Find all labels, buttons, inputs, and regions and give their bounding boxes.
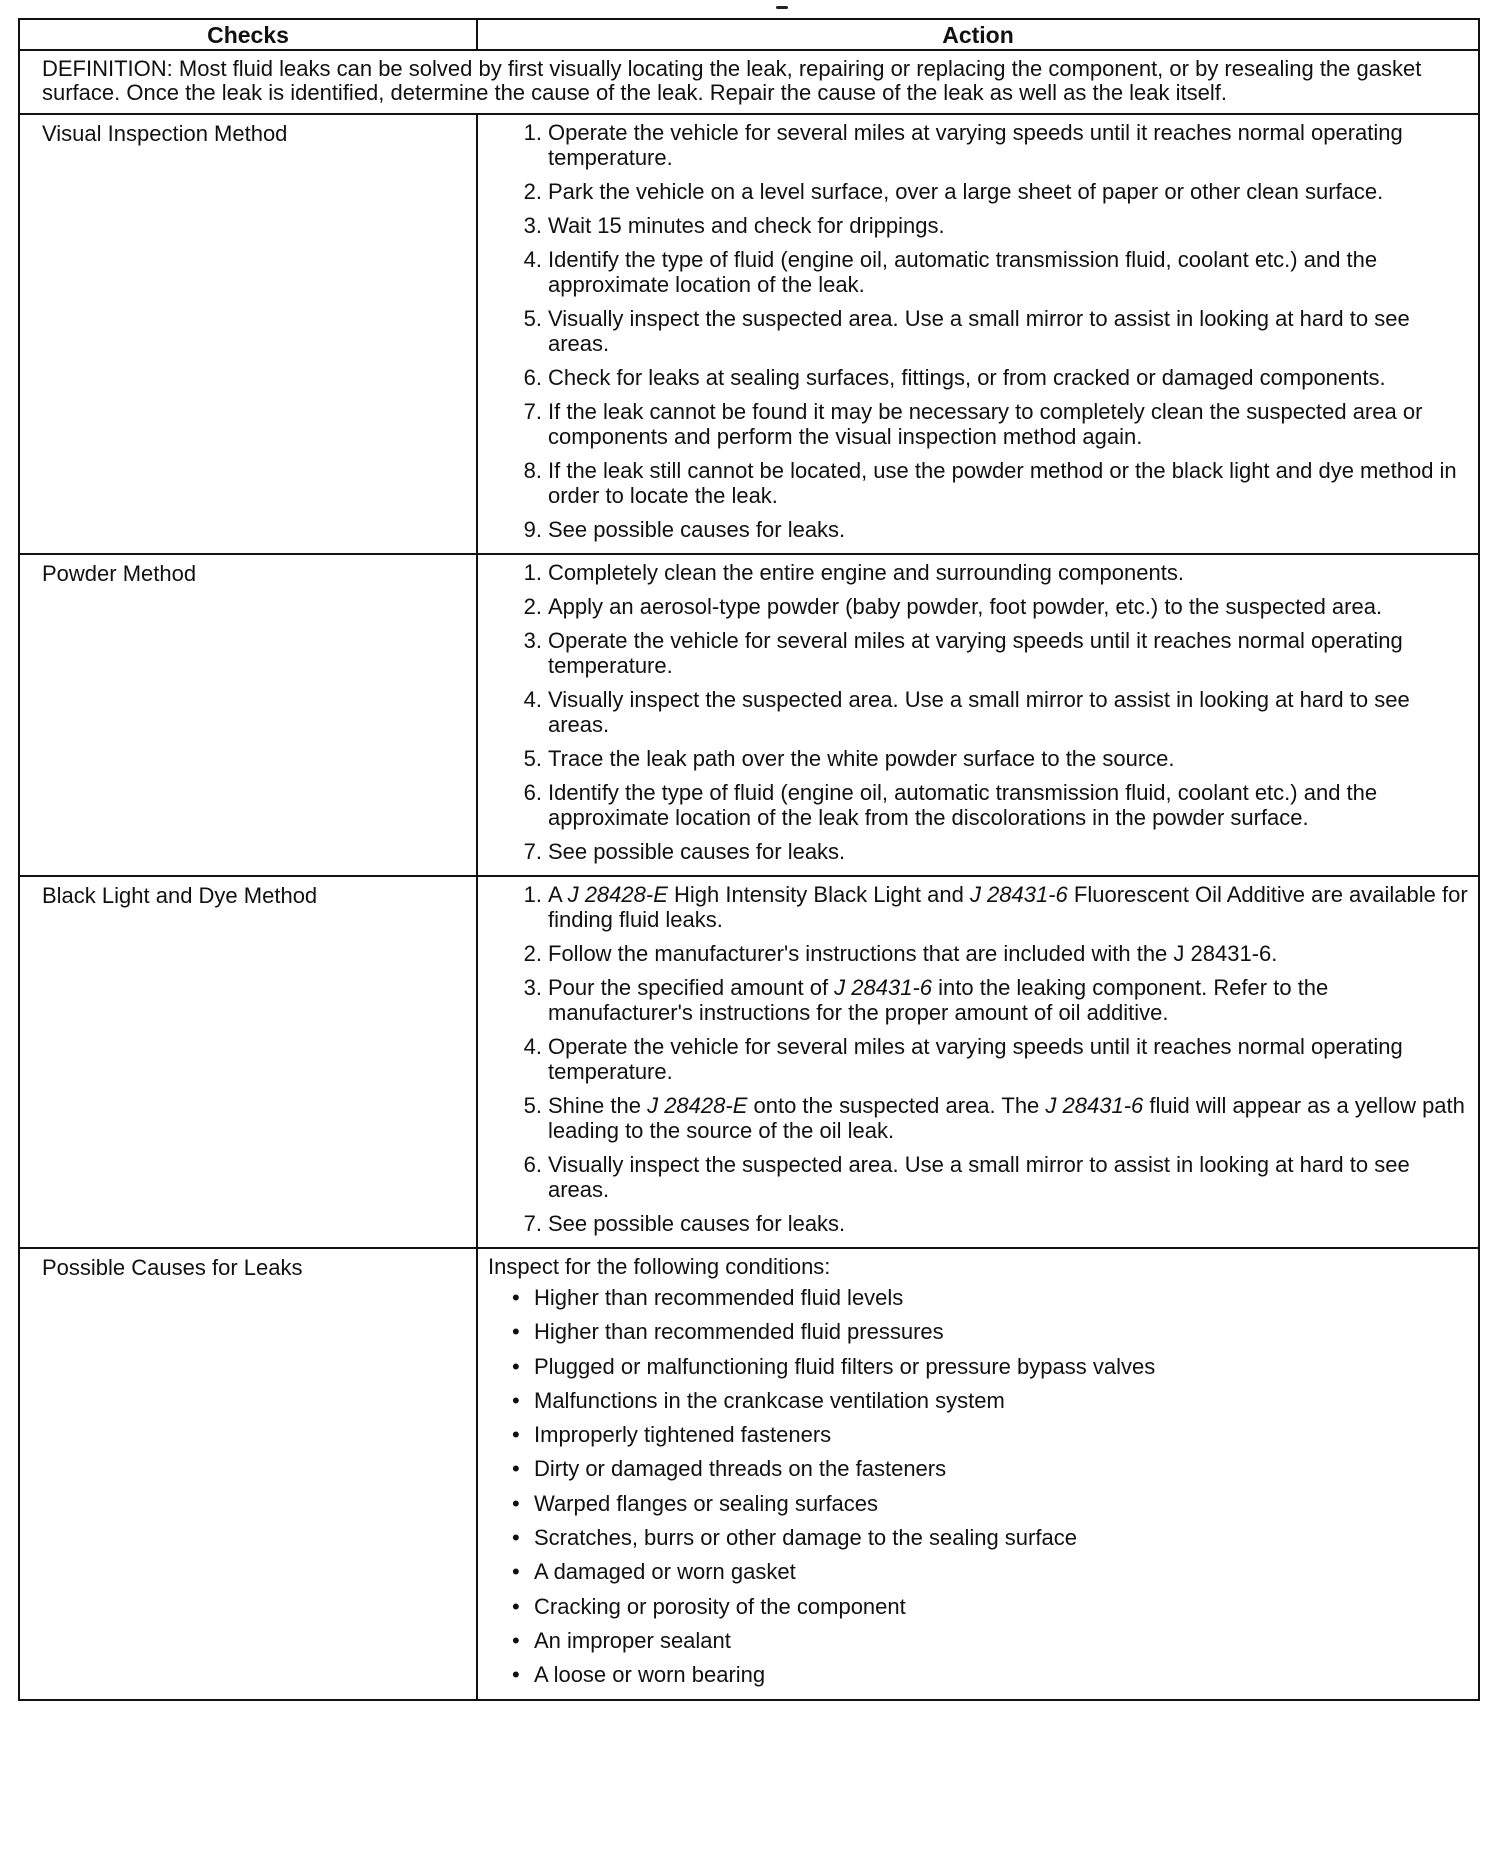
list-item: • Higher than recommended fluid pressures [506, 1319, 1468, 1344]
list-item: • A damaged or worn gasket [506, 1559, 1468, 1584]
list-item: 3. Wait 15 minutes and check for drippings. [523, 213, 945, 238]
list-item: 4. Operate the vehicle for several miles at varying speeds until it reaches normal operating temperature. [523, 1034, 1403, 1084]
list-item: 3. Operate the vehicle for several miles at varying speeds until it reaches normal operating temperature. [523, 628, 1403, 678]
list-item: • Warped flanges or sealing surfaces [506, 1491, 1468, 1516]
list-item: 1. Operate the vehicle for several miles at varying speeds until it reaches normal operating temperature. [523, 120, 1403, 170]
check-possible-causes: Possible Causes for Leaks [19, 1248, 477, 1700]
table-row [19, 554, 1479, 876]
list-item: 7. If the leak cannot be found it may be necessary to completely clean the suspected area or components and perform the visual inspection method again. [523, 399, 1423, 449]
list-item: 6. Identify the type of fluid (engine oil, automatic transmission fluid, coolant etc.) and the approximate location of the leak from the discolorations in the powder surface. [523, 780, 1378, 830]
action-cell [477, 114, 1479, 554]
list-item: • Plugged or malfunctioning fluid filters or pressure bypass valves [506, 1354, 1468, 1379]
list-item: 4. Identify the type of fluid (engine oil, automatic transmission fluid, coolant etc.) and the approximate location of the leak. [523, 247, 1378, 297]
action-column-header: Action [477, 19, 1479, 50]
list-item: 6. Check for leaks at sealing surfaces, fittings, or from cracked or damaged components. [523, 365, 1386, 390]
list-item: • Higher than recommended fluid levels [506, 1285, 1468, 1310]
definition-text: DEFINITION: Most fluid leaks can be solved by first visually locating the leak, repairing or replacing the component, or by resealing the gasket surface. Once the leak is identified, determine the cause of the leak. Repair the cause of the leak as well as the leak itself. [19, 50, 1479, 114]
action-cell [477, 1248, 1479, 1700]
list-item: 4. Visually inspect the suspected area. Use a small mirror to assist in looking at hard to see areas. [523, 687, 1410, 737]
step-list [488, 560, 1468, 864]
step-list [488, 882, 1468, 1236]
leak-diagnosis-table-page [18, 18, 1478, 1701]
list-item: 7. See possible causes for leaks. [523, 1211, 846, 1236]
list-item: 5. Trace the leak path over the white powder surface to the source. [523, 746, 1175, 771]
action-cell [477, 876, 1479, 1248]
list-item: • A loose or worn bearing [506, 1662, 1468, 1687]
list-item: • Improperly tightened fasteners [506, 1422, 1468, 1447]
leak-diagnosis-table [18, 18, 1480, 1701]
list-item: 1. Completely clean the entire engine and surrounding components. [523, 560, 1184, 585]
table-row [19, 114, 1479, 554]
list-item: 5. Visually inspect the suspected area. Use a small mirror to assist in looking at hard to see areas. [523, 306, 1410, 356]
list-item: 6. Visually inspect the suspected area. Use a small mirror to assist in looking at hard to see areas. [523, 1152, 1410, 1202]
list-item: 3. Pour the specified amount of J 28431-6 into the leaking component. Refer to the manufacturer's instructions for the proper amount of oil additive. [523, 975, 1329, 1025]
check-black-light-dye: Black Light and Dye Method [19, 876, 477, 1248]
list-item: • Scratches, burrs or other damage to the sealing surface [506, 1525, 1468, 1550]
list-item: 1. A J 28428-E High Intensity Black Light and J 28431-6 Fluorescent Oil Additive are available for finding fluid leaks. [523, 882, 1468, 932]
table-row [19, 876, 1479, 1248]
list-item: 2. Follow the manufacturer's instructions that are included with the J 28431-6. [523, 941, 1278, 966]
check-powder-method: Powder Method [19, 554, 477, 876]
list-item: 2. Park the vehicle on a level surface, over a large sheet of paper or other clean surface. [523, 179, 1384, 204]
definition-row [19, 50, 1479, 114]
table-header-row [19, 19, 1479, 50]
scan-mark [776, 6, 788, 9]
list-item: 5. Shine the J 28428-E onto the suspected area. The J 28431-6 fluid will appear as a yellow path leading to the source of the oil leak. [523, 1093, 1465, 1143]
checks-column-header: Checks [19, 19, 477, 50]
step-list [488, 120, 1468, 542]
list-item: • Dirty or damaged threads on the fasteners [506, 1456, 1468, 1481]
causes-list [488, 1285, 1468, 1687]
list-item: 7. See possible causes for leaks. [523, 839, 846, 864]
causes-intro: Inspect for the following conditions: [488, 1254, 831, 1279]
action-cell [477, 554, 1479, 876]
list-item: • Malfunctions in the crankcase ventilation system [506, 1388, 1468, 1413]
list-item: 8. If the leak still cannot be located, use the powder method or the black light and dye method in order to locate the leak. [523, 458, 1457, 508]
check-visual-inspection: Visual Inspection Method [19, 114, 477, 554]
list-item: 9. See possible causes for leaks. [523, 517, 846, 542]
list-item: 2. Apply an aerosol-type powder (baby powder, foot powder, etc.) to the suspected area. [523, 594, 1383, 619]
list-item: • Cracking or porosity of the component [506, 1594, 1468, 1619]
table-row [19, 1248, 1479, 1700]
list-item: • An improper sealant [506, 1628, 1468, 1653]
